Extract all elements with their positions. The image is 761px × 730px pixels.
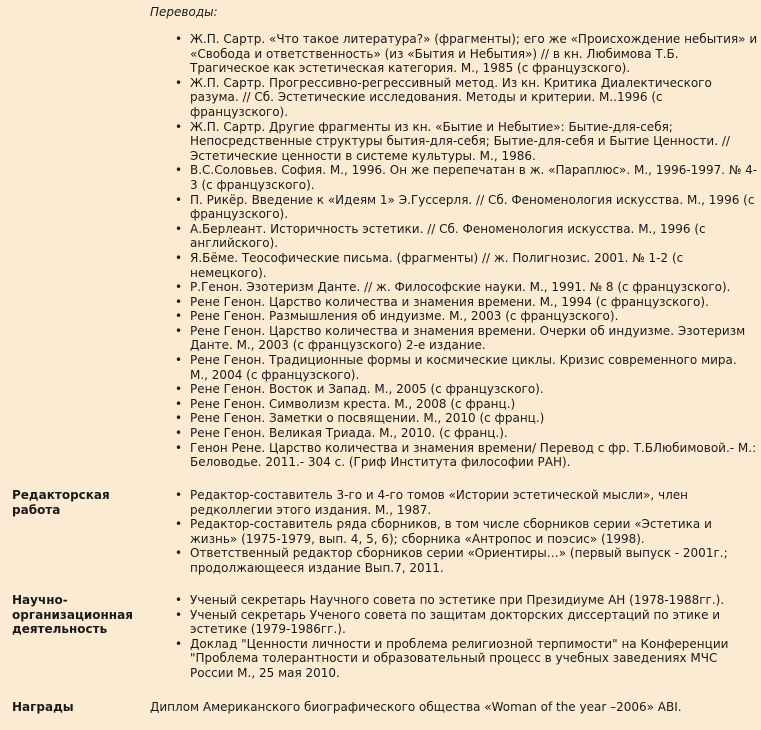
- list-item: • Рене Генон. Традиционные формы и космические циклы. Кризис современного мира. М., 2004 (с французского).: [173, 353, 758, 382]
- list-item: • В.С.Соловьев. София. М., 1996. Он же перепечатан в ж. «Параплюс». М., 1996-1997. № 4-3 (с французского).: [173, 163, 758, 192]
- list-item: • Редактор-составитель 3-го и 4-го томов «Истории эстетической мысли», член редколлегии этого издания. М., 1987.: [173, 488, 758, 517]
- editorial-list: [173, 488, 758, 576]
- scientific-list: [173, 593, 758, 681]
- editorial-section-label: Редакторская работа: [12, 488, 110, 517]
- translations-list: [173, 32, 758, 470]
- list-item: • Ж.П. Сартр. Прогрессивно-регрессивный метод. Из кн. Критика Диалектического разума. // Сб. Эстетические исследования. Методы и критерии. М..1996 (с французского).: [173, 76, 758, 120]
- list-item: • Рене Генон. Символизм креста. М., 2008 (с франц.): [173, 397, 758, 412]
- list-item: • Редактор-составитель ряда сборников, в том числе сборников серии «Эстетика и жизнь» (1975-1979, вып. 4, 5, 6); сборника «Антропос и поэсис» (1998).: [173, 517, 758, 546]
- list-item: • А.Берлеант. Историчность эстетики. // Сб. Феноменология искусства. М., 1996 (с английского).: [173, 222, 758, 251]
- list-item: • Рене Генон. Царство количества и знамения времени. Очерки об индуизме. Эзотеризм Данте. М., 2003 (с французского) 2-е издание.: [173, 324, 758, 353]
- list-item: • Ж.П. Сартр. Другие фрагменты из кн. «Бытие и Небытие»: Бытие-для-себя; Непосредственные структуры бытия-для-себя; Бытие-для-себя и Бытие Ценности. // Эстетические ценности в системе культуры. М., 1986.: [173, 120, 758, 164]
- list-item: • Ученый секретарь Научного совета по эстетике при Президиуме АН (1978-1988гг.).: [173, 593, 758, 608]
- list-item: • Ответственный редактор сборников серии «Ориентиры…» (первый выпуск - 2001г.; продолжающееся издание Вып.7, 2011.: [173, 546, 758, 575]
- list-item: • Ученый секретарь Ученого совета по защитам докторских диссертаций по этике и эстетике (1979-1986гг.).: [173, 608, 758, 637]
- awards-section-label: Награды: [12, 700, 74, 714]
- list-item: • Рене Генон. Восток и Запад. М., 2005 (с французского).: [173, 382, 758, 397]
- list-item: • Рене Генон. Великая Триада. М., 2010. (с франц.).: [173, 426, 758, 441]
- list-item: • Рене Генон. Заметки о посвящении. М., 2010 (с франц.): [173, 411, 758, 426]
- list-item: • Рене Генон. Размышления об индуизме. М., 2003 (с французского).: [173, 309, 758, 324]
- list-item: • Рене Генон. Царство количества и знамения времени. М., 1994 (с французского).: [173, 295, 758, 310]
- list-item: • П. Рикёр. Введение к «Идеям 1» Э.Гуссерля. // Сб. Феноменология искусства. М., 1996 (с французского).: [173, 193, 758, 222]
- scientific-section-label: Научно-организационная деятельность: [12, 593, 133, 637]
- awards-text: Диплом Американского биографического общества «Woman of the year –2006» ABI.: [150, 700, 682, 714]
- list-item: • Генон Рене. Царство количества и знамения времени/ Перевод с фр. Т.БЛюбимовой.- М.: Беловодье. 2011.- 304 с. (Гриф Института философии РАН).: [173, 441, 758, 470]
- list-item: • Ж.П. Сартр. «Что такое литература?» (фрагменты); его же «Происхождение небытия» и «Свобода и ответственность» (из «Бытия и Небытия») // в кн. Любимова Т.Б. Трагическое как эстетическая категория. М., 1985 (с французского).: [173, 32, 758, 76]
- list-item: • Я.Бёме. Теософические письма. (фрагменты) // ж. Полигнозис. 2001. № 1-2 (с немецкого).: [173, 251, 758, 280]
- translations-heading: Переводы:: [150, 5, 218, 19]
- list-item: • Доклад "Ценности личности и проблема религиозной терпимости" на Конференции "Проблема толерантности и образовательный процесс в учебных заведениях МЧС России М., 25 мая 2010.: [173, 637, 758, 681]
- list-item: • Р.Генон. Эзотеризм Данте. // ж. Философские науки. М., 1991. № 8 (с французского).: [173, 280, 758, 295]
